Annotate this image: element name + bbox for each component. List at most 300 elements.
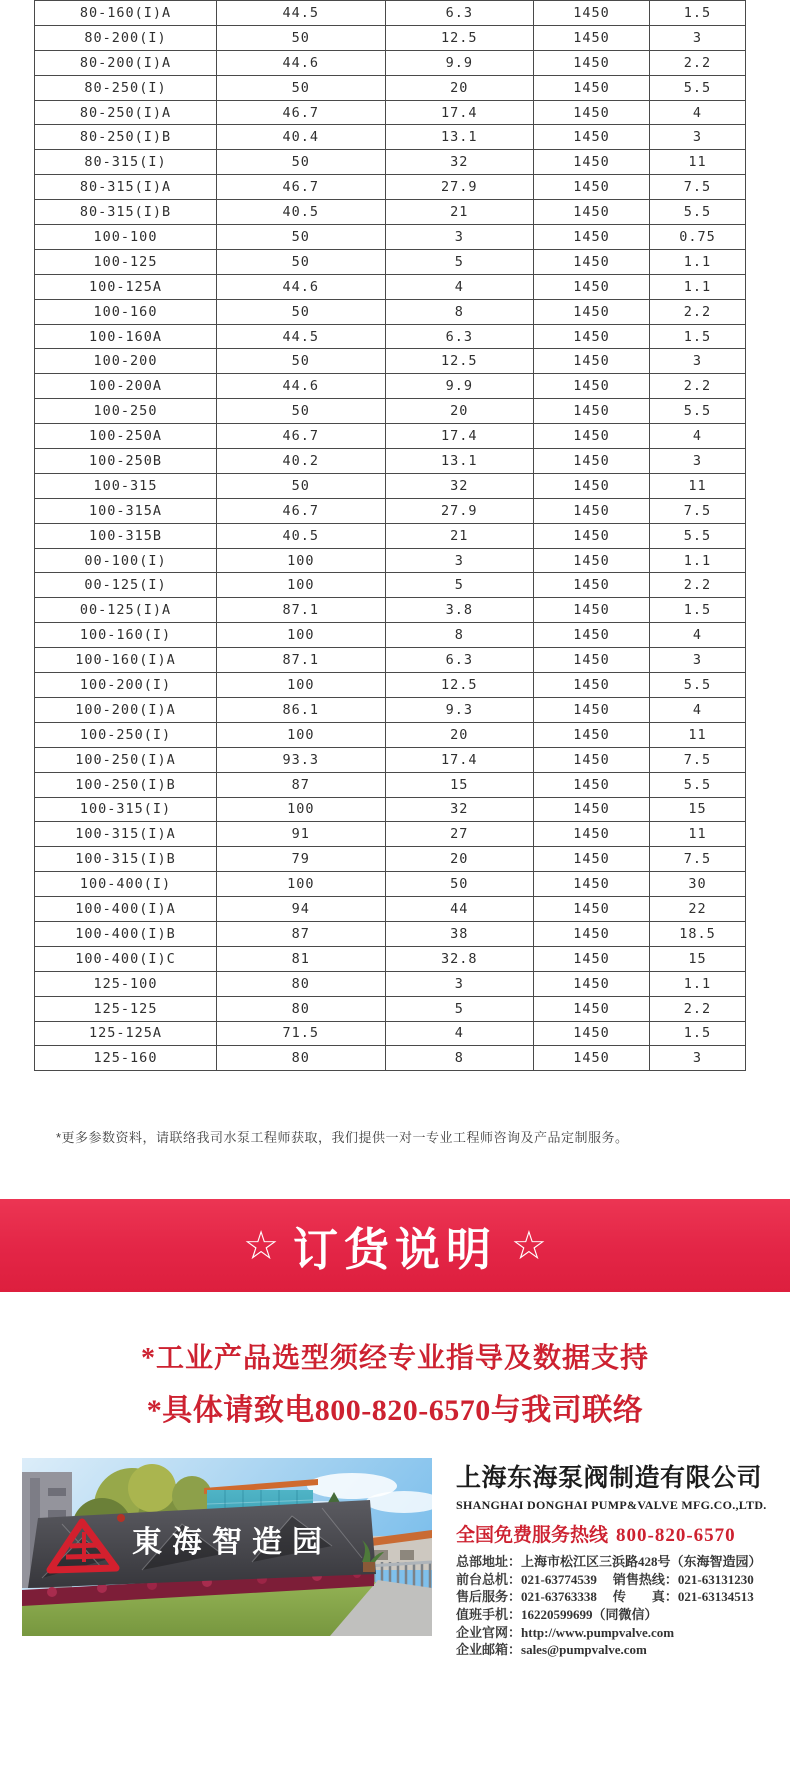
table-row <box>35 946 746 971</box>
cell-model: 100-125A <box>35 274 217 299</box>
contact-label: 企业邮箱： <box>456 1642 522 1658</box>
cell-value-1: 100 <box>217 573 386 598</box>
factory-photo-image <box>22 1458 432 1636</box>
cell-speed: 1450 <box>534 996 650 1021</box>
cell-value-2: 27.9 <box>385 498 534 523</box>
cell-power: 5.5 <box>650 200 746 225</box>
cell-model: 100-200 <box>35 349 217 374</box>
table-row <box>35 125 746 150</box>
cell-value-2: 20 <box>385 847 534 872</box>
cell-value-1: 50 <box>217 225 386 250</box>
cell-model: 100-125 <box>35 249 217 274</box>
cell-model: 100-250(I)A <box>35 747 217 772</box>
contact-label-2: 销售热线： <box>612 1571 678 1587</box>
cell-speed: 1450 <box>534 200 650 225</box>
cell-power: 15 <box>650 797 746 822</box>
cell-value-1: 86.1 <box>217 697 386 722</box>
slogan-line-2: *具体请致电800-820-6570与我司联络 <box>146 1394 644 1428</box>
cell-power: 0.75 <box>650 225 746 250</box>
cell-speed: 1450 <box>534 399 650 424</box>
cell-model: 100-160(I)A <box>35 648 217 673</box>
cell-value-2: 12.5 <box>385 673 534 698</box>
cell-value-1: 40.4 <box>217 125 386 150</box>
cell-value-2: 12.5 <box>385 349 534 374</box>
contact-list <box>456 1553 776 1659</box>
cell-speed: 1450 <box>534 523 650 548</box>
cell-power: 3 <box>650 648 746 673</box>
cell-power: 5.5 <box>650 399 746 424</box>
slogan-block <box>0 1336 790 1429</box>
cell-speed: 1450 <box>534 623 650 648</box>
table-row <box>35 1046 746 1071</box>
cell-power: 18.5 <box>650 921 746 946</box>
cell-value-1: 50 <box>217 299 386 324</box>
table-row <box>35 50 746 75</box>
table-row <box>35 299 746 324</box>
cell-speed: 1450 <box>534 175 650 200</box>
cell-speed: 1450 <box>534 25 650 50</box>
cell-value-1: 50 <box>217 75 386 100</box>
cell-value-1: 50 <box>217 349 386 374</box>
table-row <box>35 349 746 374</box>
cell-power: 3 <box>650 25 746 50</box>
cell-value-2: 12.5 <box>385 25 534 50</box>
table-row <box>35 249 746 274</box>
contact-label: 售后服务： <box>456 1589 522 1605</box>
cell-value-1: 100 <box>217 797 386 822</box>
cell-speed: 1450 <box>534 349 650 374</box>
cell-model: 125-100 <box>35 971 217 996</box>
order-instructions-banner <box>0 1199 790 1292</box>
cell-model: 100-315(I)A <box>35 822 217 847</box>
cell-speed: 1450 <box>534 548 650 573</box>
cell-value-2: 15 <box>385 772 534 797</box>
cell-value-2: 50 <box>385 872 534 897</box>
cell-model: 125-125A <box>35 1021 217 1046</box>
cell-value-1: 87 <box>217 772 386 797</box>
cell-model: 100-400(I)A <box>35 897 217 922</box>
cell-power: 1.5 <box>650 598 746 623</box>
cell-speed: 1450 <box>534 374 650 399</box>
cell-value-2: 5 <box>385 996 534 1021</box>
cell-power: 7.5 <box>650 847 746 872</box>
cell-power: 2.2 <box>650 299 746 324</box>
cell-speed: 1450 <box>534 274 650 299</box>
table-row <box>35 897 746 922</box>
cell-value-2: 32.8 <box>385 946 534 971</box>
cell-speed: 1450 <box>534 50 650 75</box>
table-row <box>35 374 746 399</box>
cell-value-2: 20 <box>385 75 534 100</box>
cell-value-2: 20 <box>385 722 534 747</box>
cell-model: 00-100(I) <box>35 548 217 573</box>
cell-value-1: 50 <box>217 249 386 274</box>
cell-value-1: 50 <box>217 399 386 424</box>
table-row <box>35 872 746 897</box>
cell-value-2: 27 <box>385 822 534 847</box>
cell-model: 00-125(I)A <box>35 598 217 623</box>
table-row <box>35 548 746 573</box>
cell-value-2: 8 <box>385 299 534 324</box>
cell-value-1: 46.7 <box>217 424 386 449</box>
cell-value-1: 100 <box>217 872 386 897</box>
cell-speed: 1450 <box>534 100 650 125</box>
cell-value-1: 94 <box>217 897 386 922</box>
cell-value-1: 100 <box>217 623 386 648</box>
cell-model: 100-315(I)B <box>35 847 217 872</box>
cell-power: 11 <box>650 722 746 747</box>
cell-value-2: 20 <box>385 399 534 424</box>
cell-value-1: 40.5 <box>217 523 386 548</box>
cell-speed: 1450 <box>534 449 650 474</box>
company-info <box>456 1458 776 1659</box>
cell-speed: 1450 <box>534 473 650 498</box>
cell-value-2: 3 <box>385 971 534 996</box>
cell-power: 1.1 <box>650 548 746 573</box>
table-row <box>35 324 746 349</box>
cell-model: 100-160 <box>35 299 217 324</box>
cell-power: 3 <box>650 349 746 374</box>
cell-power: 1.1 <box>650 971 746 996</box>
cell-power: 5.5 <box>650 75 746 100</box>
spec-table-body <box>35 1 746 1071</box>
star-icon: ☆ <box>243 1223 279 1268</box>
service-hotline <box>456 1520 776 1547</box>
cell-value-2: 8 <box>385 623 534 648</box>
cell-speed: 1450 <box>534 150 650 175</box>
table-row <box>35 847 746 872</box>
cell-value-2: 32 <box>385 150 534 175</box>
table-row <box>35 75 746 100</box>
cell-value-1: 80 <box>217 996 386 1021</box>
cell-power: 5.5 <box>650 523 746 548</box>
cell-speed: 1450 <box>534 797 650 822</box>
cell-model: 100-315(I) <box>35 797 217 822</box>
cell-speed: 1450 <box>534 249 650 274</box>
table-row <box>35 673 746 698</box>
contact-line <box>456 1641 776 1659</box>
cell-speed: 1450 <box>534 424 650 449</box>
cell-power: 7.5 <box>650 747 746 772</box>
cell-model: 125-125 <box>35 996 217 1021</box>
cell-value-2: 21 <box>385 523 534 548</box>
table-row <box>35 971 746 996</box>
cell-model: 80-250(I)A <box>35 100 217 125</box>
cell-value-2: 5 <box>385 573 534 598</box>
cell-power: 2.2 <box>650 573 746 598</box>
cell-speed: 1450 <box>534 921 650 946</box>
cell-model: 100-400(I) <box>35 872 217 897</box>
cell-speed: 1450 <box>534 125 650 150</box>
cell-model: 100-250(I) <box>35 722 217 747</box>
cell-model: 80-315(I) <box>35 150 217 175</box>
cell-value-2: 44 <box>385 897 534 922</box>
cell-value-2: 9.9 <box>385 50 534 75</box>
cell-value-2: 4 <box>385 274 534 299</box>
cell-value-1: 81 <box>217 946 386 971</box>
cell-model: 100-160(I) <box>35 623 217 648</box>
table-row <box>35 100 746 125</box>
cell-model: 100-250(I)B <box>35 772 217 797</box>
cell-speed: 1450 <box>534 75 650 100</box>
cell-value-1: 40.5 <box>217 200 386 225</box>
cell-power: 5.5 <box>650 673 746 698</box>
table-row <box>35 747 746 772</box>
cell-value-1: 87 <box>217 921 386 946</box>
table-row <box>35 399 746 424</box>
cell-power: 15 <box>650 946 746 971</box>
cell-value-1: 44.6 <box>217 50 386 75</box>
table-row <box>35 722 746 747</box>
cell-value-2: 13.1 <box>385 125 534 150</box>
cell-speed: 1450 <box>534 722 650 747</box>
cell-value-1: 100 <box>217 548 386 573</box>
cell-value-2: 3 <box>385 548 534 573</box>
cell-value-2: 9.9 <box>385 374 534 399</box>
cell-value-1: 44.5 <box>217 1 386 26</box>
cell-value-2: 8 <box>385 1046 534 1071</box>
table-row <box>35 996 746 1021</box>
cell-model: 100-200(I)A <box>35 697 217 722</box>
cell-power: 11 <box>650 822 746 847</box>
cell-speed: 1450 <box>534 697 650 722</box>
table-row <box>35 225 746 250</box>
cell-power: 1.5 <box>650 1 746 26</box>
cell-value-2: 21 <box>385 200 534 225</box>
cell-value-1: 44.6 <box>217 274 386 299</box>
cell-value-2: 3 <box>385 225 534 250</box>
table-row <box>35 498 746 523</box>
cell-power: 2.2 <box>650 50 746 75</box>
cell-power: 4 <box>650 623 746 648</box>
table-row <box>35 523 746 548</box>
table-row <box>35 598 746 623</box>
cell-value-1: 44.5 <box>217 324 386 349</box>
cell-model: 100-250A <box>35 424 217 449</box>
cell-model: 100-160A <box>35 324 217 349</box>
cell-power: 7.5 <box>650 498 746 523</box>
cell-value-1: 44.6 <box>217 374 386 399</box>
cell-value-2: 32 <box>385 473 534 498</box>
cell-speed: 1450 <box>534 772 650 797</box>
cell-speed: 1450 <box>534 872 650 897</box>
cell-speed: 1450 <box>534 225 650 250</box>
banner-title <box>243 1213 547 1278</box>
cell-value-1: 100 <box>217 673 386 698</box>
hotline-label: 全国免费服务热线 <box>456 1525 609 1547</box>
table-footnote: *更多参数资料，请联络我司水泵工程师获取，我们提供一对一专业工程师咨询及产品定制服务。 <box>56 1130 629 1146</box>
cell-value-2: 6.3 <box>385 324 534 349</box>
contact-value[interactable]: 16220599699（同微信） <box>521 1607 658 1623</box>
pump-spec-table <box>34 0 746 1071</box>
cell-model: 100-200(I) <box>35 673 217 698</box>
company-section <box>0 1458 790 1659</box>
cell-value-2: 3.8 <box>385 598 534 623</box>
cell-speed: 1450 <box>534 573 650 598</box>
cell-model: 125-160 <box>35 1046 217 1071</box>
cell-power: 3 <box>650 449 746 474</box>
cell-model: 100-250B <box>35 449 217 474</box>
cell-value-1: 50 <box>217 150 386 175</box>
cell-power: 2.2 <box>650 996 746 1021</box>
banner-title-text: 订货说明 <box>292 1224 497 1276</box>
cell-power: 4 <box>650 697 746 722</box>
star-icon: ☆ <box>511 1223 547 1268</box>
cell-model: 80-315(I)A <box>35 175 217 200</box>
cell-model: 80-250(I) <box>35 75 217 100</box>
contact-value[interactable]: sales@pumpvalve.com <box>521 1642 647 1658</box>
cell-model: 100-315B <box>35 523 217 548</box>
cell-speed: 1450 <box>534 299 650 324</box>
cell-value-2: 5 <box>385 249 534 274</box>
cell-model: 100-315 <box>35 473 217 498</box>
cell-model: 80-315(I)B <box>35 200 217 225</box>
cell-value-1: 40.2 <box>217 449 386 474</box>
cell-model: 100-315A <box>35 498 217 523</box>
table-row <box>35 921 746 946</box>
company-name-en: SHANGHAI DONGHAI PUMP&VALVE MFG.CO.,LTD. <box>456 1498 767 1513</box>
table-row <box>35 424 746 449</box>
cell-value-1: 46.7 <box>217 100 386 125</box>
contact-line <box>456 1606 776 1624</box>
table-row <box>35 573 746 598</box>
table-row <box>35 1 746 26</box>
cell-speed: 1450 <box>534 498 650 523</box>
table-row <box>35 274 746 299</box>
cell-value-1: 93.3 <box>217 747 386 772</box>
hotline-number: 800-820-6570 <box>616 1525 736 1547</box>
cell-model: 80-200(I) <box>35 25 217 50</box>
table-row <box>35 623 746 648</box>
cell-value-1: 46.7 <box>217 175 386 200</box>
cell-value-1: 100 <box>217 722 386 747</box>
cell-speed: 1450 <box>534 747 650 772</box>
contact-line <box>456 1571 776 1589</box>
contact-value[interactable]: 021-63763338 <box>521 1589 597 1605</box>
cell-speed: 1450 <box>534 648 650 673</box>
table-row <box>35 772 746 797</box>
cell-value-2: 17.4 <box>385 747 534 772</box>
cell-speed: 1450 <box>534 324 650 349</box>
cell-value-1: 80 <box>217 971 386 996</box>
cell-value-1: 87.1 <box>217 598 386 623</box>
cell-model: 100-400(I)B <box>35 921 217 946</box>
cell-power: 22 <box>650 897 746 922</box>
table-row <box>35 175 746 200</box>
cell-model: 80-250(I)B <box>35 125 217 150</box>
cell-value-1: 87.1 <box>217 648 386 673</box>
cell-model: 100-250 <box>35 399 217 424</box>
cell-power: 3 <box>650 1046 746 1071</box>
cell-power: 1.5 <box>650 1021 746 1046</box>
cell-power: 3 <box>650 125 746 150</box>
contact-line <box>456 1588 776 1606</box>
cell-value-2: 32 <box>385 797 534 822</box>
contact-label: 企业官网： <box>456 1624 522 1640</box>
cell-power: 4 <box>650 424 746 449</box>
factory-photo <box>22 1458 432 1636</box>
cell-speed: 1450 <box>534 897 650 922</box>
cell-speed: 1450 <box>534 822 650 847</box>
cell-value-1: 71.5 <box>217 1021 386 1046</box>
table-row <box>35 449 746 474</box>
cell-speed: 1450 <box>534 1046 650 1071</box>
cell-model: 80-160(I)A <box>35 1 217 26</box>
contact-line <box>456 1624 776 1642</box>
cell-value-2: 13.1 <box>385 449 534 474</box>
cell-value-1: 50 <box>217 473 386 498</box>
table-row <box>35 797 746 822</box>
contact-value[interactable]: 上海市松江区三浜路428号（东海智造园） <box>521 1554 762 1570</box>
contact-value-2[interactable]: 021-63131230 <box>677 1571 754 1587</box>
cell-speed: 1450 <box>534 971 650 996</box>
cell-power: 1.5 <box>650 324 746 349</box>
contact-value[interactable]: 021-63774539 <box>521 1571 597 1587</box>
cell-model: 100-100 <box>35 225 217 250</box>
table-row <box>35 648 746 673</box>
cell-speed: 1450 <box>534 1021 650 1046</box>
contact-label-2: 传 真： <box>612 1589 678 1605</box>
cell-value-2: 27.9 <box>385 175 534 200</box>
cell-model: 100-200A <box>35 374 217 399</box>
cell-power: 11 <box>650 150 746 175</box>
cell-model: 00-125(I) <box>35 573 217 598</box>
sign-text: 東海智造园 <box>132 1526 332 1560</box>
company-name: 上海东海泵阀制造有限公司 <box>456 1464 763 1493</box>
cell-value-1: 46.7 <box>217 498 386 523</box>
cell-value-2: 9.3 <box>385 697 534 722</box>
contact-label: 前台总机： <box>456 1571 522 1587</box>
contact-label: 总部地址： <box>456 1554 522 1570</box>
cell-model: 80-200(I)A <box>35 50 217 75</box>
cell-speed: 1450 <box>534 1 650 26</box>
cell-value-2: 4 <box>385 1021 534 1046</box>
cell-power: 11 <box>650 473 746 498</box>
cell-value-1: 80 <box>217 1046 386 1071</box>
cell-value-1: 50 <box>217 25 386 50</box>
cell-value-2: 17.4 <box>385 100 534 125</box>
cell-speed: 1450 <box>534 673 650 698</box>
contact-value[interactable]: http://www.pumpvalve.com <box>521 1624 675 1640</box>
contact-value-2[interactable]: 021-63134513 <box>677 1589 754 1605</box>
cell-value-1: 79 <box>217 847 386 872</box>
cell-power: 30 <box>650 872 746 897</box>
cell-value-1: 91 <box>217 822 386 847</box>
cell-power: 4 <box>650 100 746 125</box>
cell-power: 1.1 <box>650 274 746 299</box>
table-row <box>35 200 746 225</box>
cell-value-2: 17.4 <box>385 424 534 449</box>
table-row <box>35 25 746 50</box>
cell-power: 5.5 <box>650 772 746 797</box>
table-row <box>35 697 746 722</box>
cell-value-2: 38 <box>385 921 534 946</box>
cell-speed: 1450 <box>534 598 650 623</box>
contact-line <box>456 1553 776 1571</box>
contact-label: 值班手机： <box>456 1607 522 1623</box>
cell-power: 1.1 <box>650 249 746 274</box>
cell-value-2: 6.3 <box>385 1 534 26</box>
cell-speed: 1450 <box>534 946 650 971</box>
table-row <box>35 822 746 847</box>
table-row <box>35 473 746 498</box>
table-row <box>35 150 746 175</box>
cell-power: 7.5 <box>650 175 746 200</box>
cell-power: 2.2 <box>650 374 746 399</box>
slogan-line-1: *工业产品选型须经专业指导及数据支持 <box>140 1343 649 1375</box>
table-row <box>35 1021 746 1046</box>
cell-value-2: 6.3 <box>385 648 534 673</box>
